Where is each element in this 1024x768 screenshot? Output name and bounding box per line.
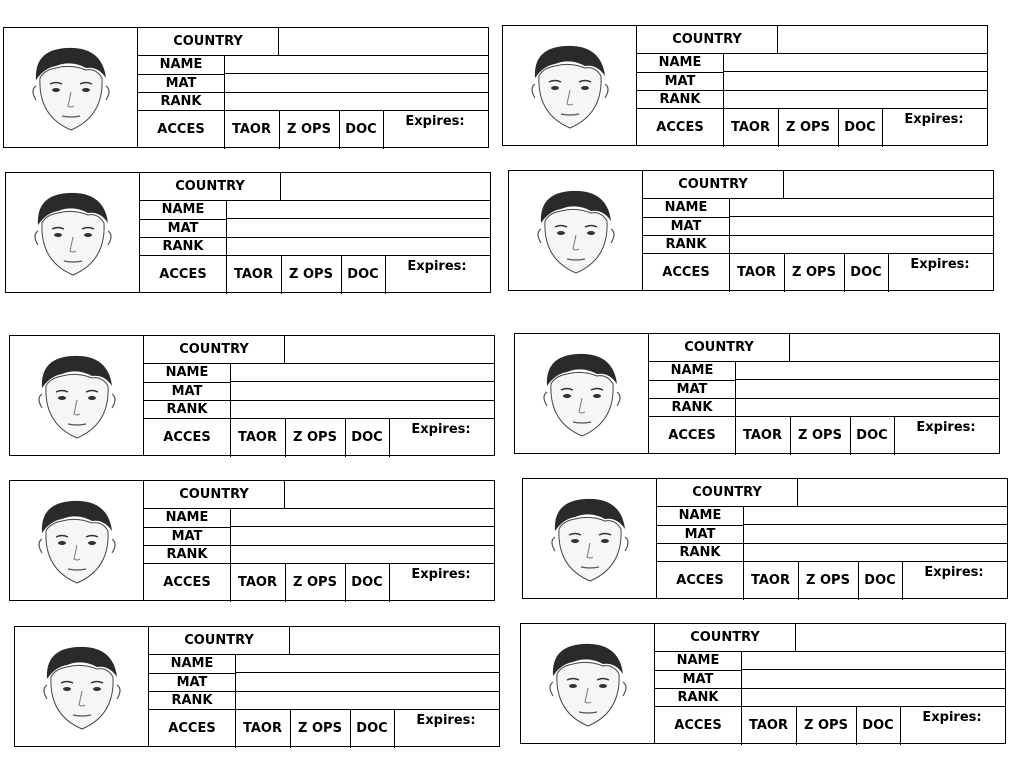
zops-label: Z OPS — [798, 428, 842, 443]
zops-label: Z OPS — [293, 430, 337, 445]
zops-label: Z OPS — [804, 718, 848, 733]
zops-label: Z OPS — [293, 575, 337, 590]
photo-box — [15, 627, 149, 746]
photo-box — [515, 334, 649, 453]
mat-label: MAT — [167, 220, 199, 236]
name-label: NAME — [658, 55, 702, 70]
face-portrait-icon — [515, 36, 625, 136]
expires-label: Expires: — [904, 112, 964, 127]
id-card-4 — [508, 170, 994, 291]
country-label: COUNTRY — [692, 485, 762, 500]
zops-label: Z OPS — [786, 120, 830, 135]
taor-label: TAOR — [749, 718, 788, 733]
photo-box — [10, 481, 144, 600]
face-portrait-icon — [22, 346, 132, 446]
taor-label: TAOR — [243, 721, 282, 736]
rank-label: RANK — [665, 236, 707, 252]
face-portrait-icon — [27, 637, 137, 737]
acces-label: ACCES — [163, 430, 211, 445]
acces-label: ACCES — [676, 573, 724, 588]
id-card-8 — [522, 478, 1008, 599]
mat-label: MAT — [165, 75, 197, 91]
card-fields — [643, 171, 993, 290]
mat-label: MAT — [664, 73, 696, 89]
mat-label: MAT — [176, 674, 208, 690]
taor-label: TAOR — [238, 430, 277, 445]
face-portrait-icon — [16, 38, 126, 138]
id-card-10 — [520, 623, 1006, 744]
mat-label: MAT — [682, 671, 714, 687]
country-label: COUNTRY — [179, 487, 249, 502]
mat-label: MAT — [676, 381, 708, 397]
expires-label: Expires: — [405, 114, 465, 129]
doc-label: DOC — [347, 267, 379, 282]
taor-label: TAOR — [743, 428, 782, 443]
rank-label: RANK — [679, 544, 721, 560]
doc-label: DOC — [856, 428, 888, 443]
photo-box — [4, 28, 138, 147]
id-card-9 — [14, 626, 500, 747]
acces-label: ACCES — [159, 267, 207, 282]
id-card-1 — [3, 27, 489, 148]
country-label: COUNTRY — [175, 179, 245, 194]
card-fields — [140, 173, 490, 292]
mat-label: MAT — [684, 526, 716, 542]
rank-label: RANK — [171, 692, 213, 708]
expires-label: Expires: — [922, 710, 982, 725]
taor-label: TAOR — [238, 575, 277, 590]
name-label: NAME — [159, 57, 203, 72]
doc-label: DOC — [850, 265, 882, 280]
name-label: NAME — [165, 365, 209, 380]
face-portrait-icon — [535, 489, 645, 589]
doc-label: DOC — [864, 573, 896, 588]
country-label: COUNTRY — [672, 32, 742, 47]
id-card-2 — [502, 25, 988, 146]
card-fields — [649, 334, 999, 453]
mat-label: MAT — [171, 383, 203, 399]
zops-label: Z OPS — [792, 265, 836, 280]
acces-label: ACCES — [662, 265, 710, 280]
country-label: COUNTRY — [179, 342, 249, 357]
name-label: NAME — [170, 656, 214, 671]
card-fields — [138, 28, 488, 147]
zops-label: Z OPS — [287, 122, 331, 137]
zops-label: Z OPS — [806, 573, 850, 588]
acces-label: ACCES — [656, 120, 704, 135]
face-portrait-icon — [18, 183, 128, 283]
expires-label: Expires: — [411, 422, 471, 437]
doc-label: DOC — [345, 122, 377, 137]
expires-label: Expires: — [924, 565, 984, 580]
doc-label: DOC — [862, 718, 894, 733]
photo-box — [509, 171, 643, 290]
face-portrait-icon — [527, 344, 637, 444]
acces-label: ACCES — [157, 122, 205, 137]
acces-label: ACCES — [674, 718, 722, 733]
card-fields — [637, 26, 987, 145]
name-label: NAME — [161, 202, 205, 217]
rank-label: RANK — [166, 546, 208, 562]
doc-label: DOC — [351, 430, 383, 445]
taor-label: TAOR — [232, 122, 271, 137]
name-label: NAME — [670, 363, 714, 378]
name-label: NAME — [165, 510, 209, 525]
zops-label: Z OPS — [289, 267, 333, 282]
doc-label: DOC — [356, 721, 388, 736]
expires-label: Expires: — [916, 420, 976, 435]
expires-label: Expires: — [411, 567, 471, 582]
name-label: NAME — [676, 653, 720, 668]
country-label: COUNTRY — [173, 34, 243, 49]
card-fields — [655, 624, 1005, 743]
rank-label: RANK — [166, 401, 208, 417]
id-card-5 — [9, 335, 495, 456]
id-card-3 — [5, 172, 491, 293]
id-card-7 — [9, 480, 495, 601]
country-label: COUNTRY — [684, 340, 754, 355]
face-portrait-icon — [22, 491, 132, 591]
acces-label: ACCES — [163, 575, 211, 590]
doc-label: DOC — [844, 120, 876, 135]
taor-label: TAOR — [751, 573, 790, 588]
taor-label: TAOR — [737, 265, 776, 280]
acces-label: ACCES — [168, 721, 216, 736]
rank-label: RANK — [671, 399, 713, 415]
rank-label: RANK — [659, 91, 701, 107]
country-label: COUNTRY — [690, 630, 760, 645]
name-label: NAME — [664, 200, 708, 215]
zops-label: Z OPS — [298, 721, 342, 736]
expires-label: Expires: — [407, 259, 467, 274]
country-label: COUNTRY — [678, 177, 748, 192]
taor-label: TAOR — [234, 267, 273, 282]
photo-box — [523, 479, 657, 598]
taor-label: TAOR — [731, 120, 770, 135]
id-card-6 — [514, 333, 1000, 454]
card-fields — [149, 627, 499, 746]
photo-box — [10, 336, 144, 455]
mat-label: MAT — [670, 218, 702, 234]
card-fields — [657, 479, 1007, 598]
mat-label: MAT — [171, 528, 203, 544]
card-fields — [144, 336, 494, 455]
doc-label: DOC — [351, 575, 383, 590]
acces-label: ACCES — [668, 428, 716, 443]
rank-label: RANK — [162, 238, 204, 254]
country-label: COUNTRY — [184, 633, 254, 648]
face-portrait-icon — [533, 634, 643, 734]
expires-label: Expires: — [910, 257, 970, 272]
expires-label: Expires: — [416, 713, 476, 728]
photo-box — [6, 173, 140, 292]
rank-label: RANK — [677, 689, 719, 705]
card-fields — [144, 481, 494, 600]
rank-label: RANK — [160, 93, 202, 109]
face-portrait-icon — [521, 181, 631, 281]
photo-box — [503, 26, 637, 145]
name-label: NAME — [678, 508, 722, 523]
photo-box — [521, 624, 655, 743]
